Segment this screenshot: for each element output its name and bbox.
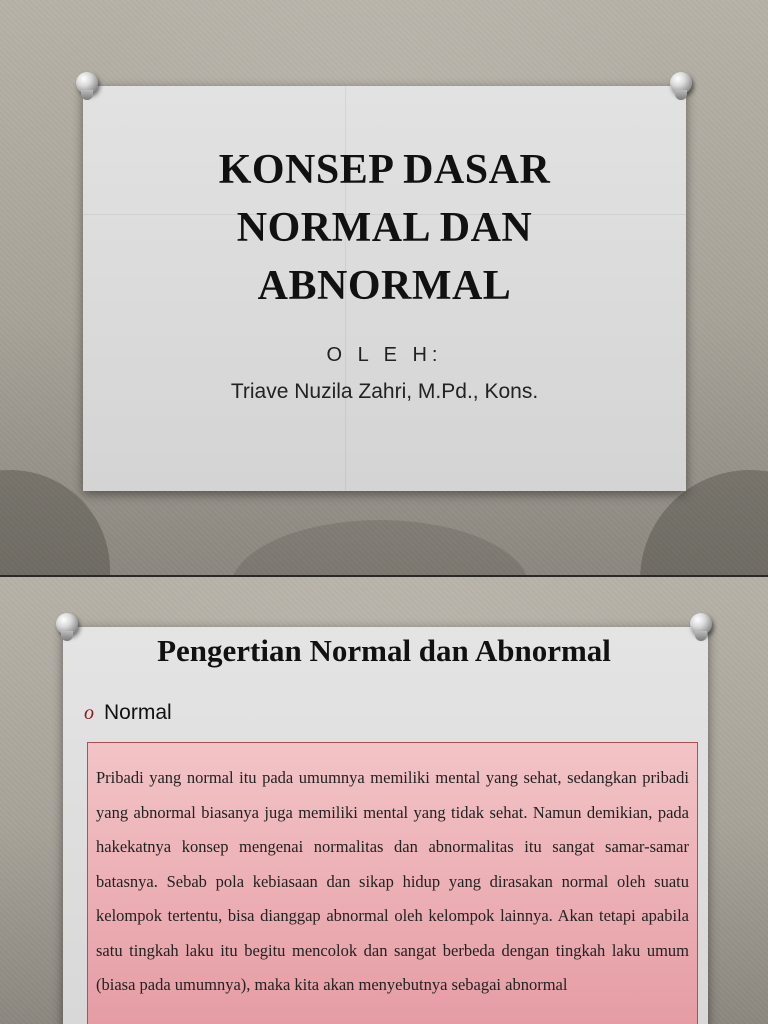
bullet-label: Normal <box>104 701 172 724</box>
bullet-item <box>84 701 172 725</box>
pushpin-icon <box>690 613 712 635</box>
background-circle <box>230 520 530 575</box>
title-line: KONSEP DASAR <box>218 147 551 193</box>
pushpin-icon <box>670 72 692 94</box>
byline-label: O L E H: <box>326 344 443 366</box>
title-line: NORMAL DAN <box>236 205 533 251</box>
slide-2 <box>0 577 768 1024</box>
slide-title <box>83 141 686 315</box>
definition-textbox <box>87 742 698 1024</box>
pushpin-icon <box>56 613 78 635</box>
pushpin-icon <box>76 72 98 94</box>
author-name: Triave Nuzila Zahri, M.Pd., Kons. <box>230 380 539 403</box>
title-card <box>83 86 686 491</box>
title-line: ABNORMAL <box>257 263 512 309</box>
slide-title: Pengertian Normal dan Abnormal <box>157 633 611 668</box>
definition-paragraph: Pribadi yang normal itu pada umumnya memiliki mental yang sehat, sedangkan pribadi yang abnormal biasanya juga memiliki mental yang tidak sehat. Namun demikian, pada hakekatnya konsep mengenai normalitas dan abnormalitas itu sangat samar-samar batasnya. Sebab pola kebiasaan dan sikap hidup yang dirasakan normal oleh suatu kelompok tertentu, bisa dianggap abnormal oleh kelompok lainnya. Akan tetapi apabila satu tingkah laku itu begitu mencolok dan sangat berbeda dengan tingkah laku umum (biasa pada umumnya), maka kita akan menyebutnya sebagai abnormal <box>96 768 689 994</box>
bullet-icon: o <box>84 701 94 724</box>
